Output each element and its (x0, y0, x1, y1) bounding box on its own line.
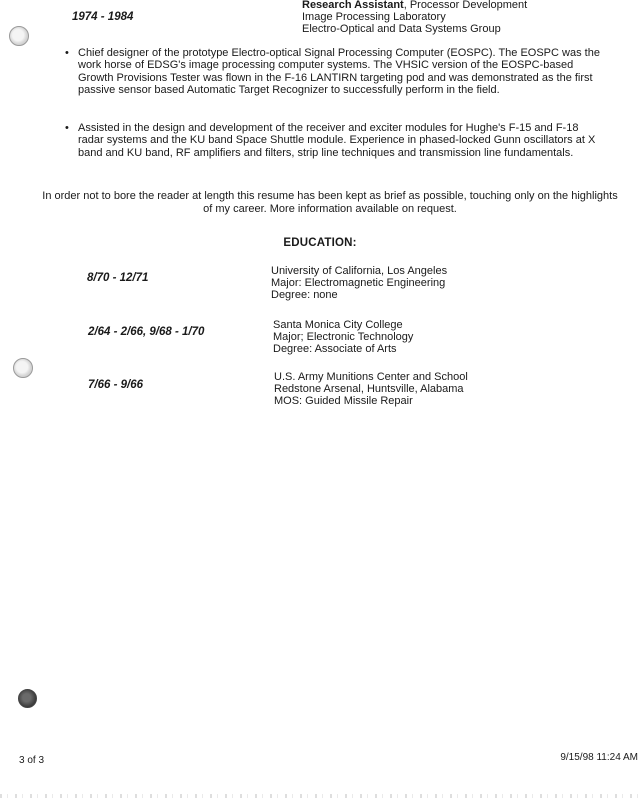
education-major: Major: Electromagnetic Engineering (271, 277, 446, 289)
page-number: 3 of 3 (19, 755, 45, 766)
education-degree: Degree: Associate of Arts (273, 343, 397, 355)
education-dates: 2/64 - 2/66, 9/68 - 1/70 (88, 326, 205, 338)
bullet-item: • Assisted in the design and development of the receiver and exciter modules for Hughe's F-15 and F-18 radar systems and the KU band Space Shuttle module. Experience in phased-locked Gunn oscillators at X band and KU band, RF amplifiers and filters, strip line techniques and transmission line fundamentals. (64, 122, 604, 159)
hole-punch-mark (13, 358, 33, 378)
responsibility-list (64, 47, 604, 97)
org-line-2: Electro-Optical and Data Systems Group (302, 23, 501, 35)
hole-punch-mark (9, 26, 29, 46)
education-mos: MOS: Guided Missile Repair (274, 395, 413, 407)
job-title-line (302, 0, 527, 11)
closing-statement: In order not to bore the reader at length this resume has been kept as brief as possible, touching only on the highlights of my career. More information available on request. (42, 190, 618, 215)
print-timestamp: 9/15/98 11:24 AM (560, 752, 638, 763)
education-degree: Degree: none (271, 289, 338, 301)
education-heading: EDUCATION: (283, 237, 357, 249)
bullet-item: • Chief designer of the prototype Electro-optical Signal Processing Computer (EOSPC). The EOSPC was the work horse of EDSG's image processing computer systems. The VHSIC version of the EOSPC-based Growth Provisions Tester was flown in the F-16 LANTIRN targeting pod and was demonstrated as the first passive sensor based Automatic Target Recognizer to successfully perform in the field. (64, 47, 604, 97)
education-dates: 7/66 - 9/66 (88, 379, 143, 391)
job-department: , Processor Development (403, 0, 528, 11)
education-dates: 8/70 - 12/71 (87, 272, 149, 284)
education-institution: University of California, Los Angeles (271, 265, 448, 277)
hole-punch-mark (18, 689, 37, 708)
job-title: Research Assistant (302, 0, 404, 11)
education-major: Major; Electronic Technology (273, 331, 414, 343)
responsibility-list (64, 122, 604, 159)
education-institution: Santa Monica City College (273, 319, 403, 331)
scan-edge-artifact (0, 794, 640, 798)
education-institution: U.S. Army Munitions Center and School (274, 371, 468, 383)
education-location: Redstone Arsenal, Huntsville, Alabama (274, 383, 464, 395)
job-dates: 1974 - 1984 (72, 11, 134, 23)
org-line-1: Image Processing Laboratory (302, 11, 446, 23)
